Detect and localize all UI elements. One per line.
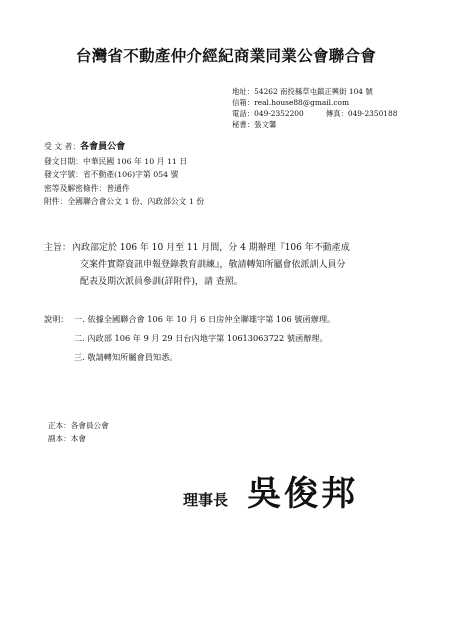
- fax-text: 傳真：049-2350188: [325, 109, 398, 118]
- signature-block: [183, 466, 358, 515]
- document-number: 發文字號：省不動產(106)字第 054 號: [44, 170, 179, 179]
- subject-label: 主旨：: [44, 243, 72, 253]
- subject-line-3: 配表及期次派員參訓(詳附件)，請 查照。: [80, 277, 243, 287]
- secretary-line: 秘書：張文馨: [232, 120, 277, 129]
- explanation-item-2: 二. 內政部 106 年 9 月 29 日台內地字第 10613063722 號函辦理。: [74, 333, 328, 343]
- phone-fax-line: [232, 108, 397, 119]
- subject-section: [44, 240, 424, 291]
- document-meta: [44, 140, 204, 209]
- explanation-items: [74, 310, 424, 367]
- email-line: 信箱：real.house88@gmail.com: [232, 98, 349, 107]
- signatory-name: 吳俊邦: [247, 474, 359, 514]
- signatory-title: 理事長: [183, 491, 229, 509]
- security-level: 密等及解密條件：普通件: [44, 183, 130, 193]
- recipient-label: 受 文 者：: [44, 142, 81, 151]
- distribution-block: [48, 419, 109, 445]
- explanation-item-3: 三. 敬請轉知所屬會員知悉。: [74, 352, 178, 362]
- attachments: 附件：全國聯合會公文 1 份、內政部公文 1 份: [44, 197, 205, 206]
- contact-block: [232, 86, 397, 130]
- address-line: 地址：54262 南投縣草屯鎮正興街 104 號: [232, 87, 373, 96]
- subject-line-1: 內政部定於 106 年 10 月至 11 月間，分 4 期辦理『106 年不動產成: [72, 243, 350, 253]
- copy-recipients: 副本：本會: [48, 434, 86, 443]
- issue-date: 發文日期：中華民國 106 年 10 月 11 日: [44, 156, 188, 166]
- explanation-item-1: 一. 依據全國聯合會 106 年 10 月 6 日房仲全聯雄字第 106 號函辦理。: [74, 314, 336, 324]
- subject-body: [72, 240, 424, 291]
- explanation-label: 說明：: [44, 314, 69, 324]
- recipient-value: 各會員公會: [80, 142, 126, 152]
- phone-text: 電話：049-2352200: [232, 109, 304, 118]
- recipient-line: [44, 140, 204, 155]
- explanation-section: [44, 310, 424, 367]
- document-title: 台灣省不動產仲介經紀商業同業公會聯合會: [75, 47, 377, 65]
- subject-line-2: 交案件實際資訊申報登錄教育訓練』，敬請轉知所屬會依派訓人員分: [80, 260, 346, 270]
- original-recipients: 正本：各會員公會: [48, 421, 109, 430]
